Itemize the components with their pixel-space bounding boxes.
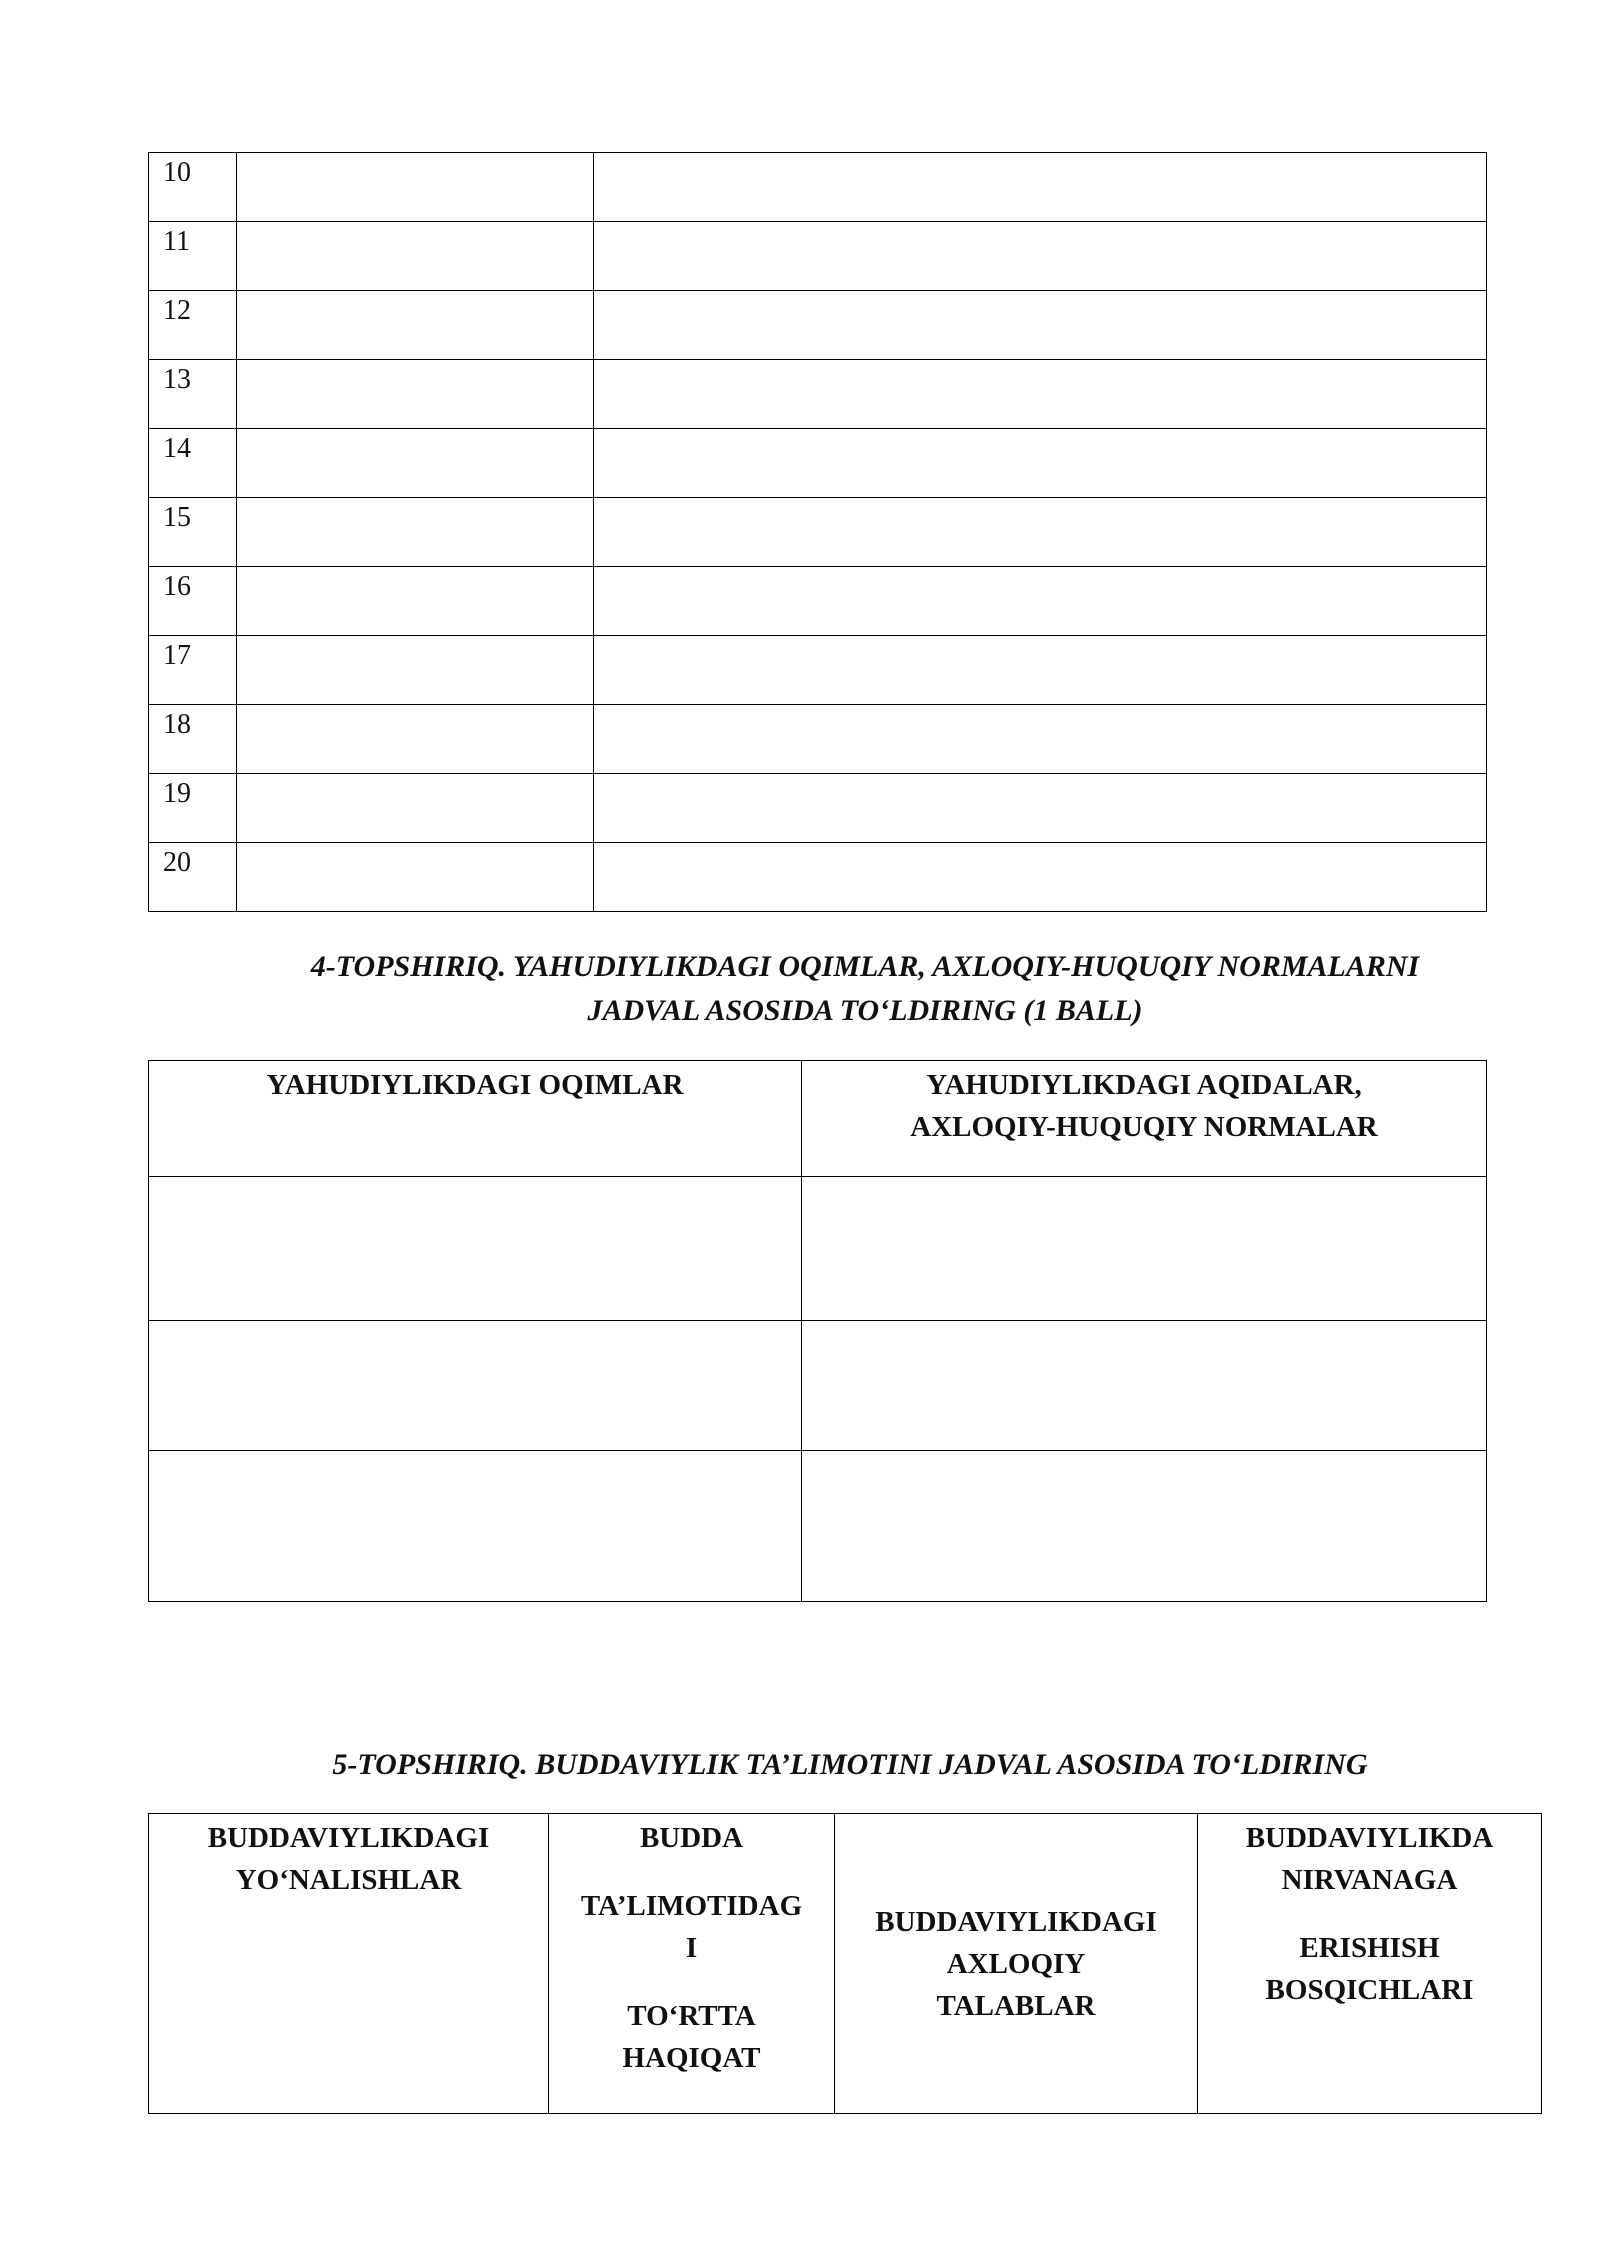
answer-cell[interactable] [594,222,1487,291]
table-row [149,429,1487,498]
judaism-answer-cell[interactable] [149,1451,802,1602]
judaism-answer-cell[interactable] [802,1451,1487,1602]
row-number: 11 [149,222,237,291]
buddhism-col2-line3: I [685,1932,698,1964]
answer-cell[interactable] [237,429,594,498]
answer-cell[interactable] [237,222,594,291]
judaism-answer-cell[interactable] [149,1321,802,1451]
row-number: 14 [149,429,237,498]
table-row [149,153,1487,222]
answer-cell[interactable] [237,153,594,222]
buddhism-col4-line2: NIRVANAGA [1281,1864,1458,1896]
answer-cell[interactable] [594,843,1487,912]
answer-cell[interactable] [594,705,1487,774]
answer-cell[interactable] [594,360,1487,429]
buddhism-col1-line2: YO‘NALISHLAR [235,1864,462,1896]
buddhism-col3-line3: TALABLAR [936,1989,1096,2022]
judaism-answer-cell[interactable] [802,1321,1487,1451]
buddhism-col4-header [1198,1814,1542,2114]
answer-cell[interactable] [594,291,1487,360]
buddhism-col4-line4: BOSQICHLARI [1265,1974,1474,2006]
table-row [149,567,1487,636]
buddhism-col4-line1: BUDDAVIYLIKDA [1245,1822,1494,1854]
table-row [149,774,1487,843]
row-number: 18 [149,705,237,774]
table-row [149,222,1487,291]
table-row [149,636,1487,705]
answer-cell[interactable] [594,429,1487,498]
answer-cell[interactable] [594,567,1487,636]
answer-cell[interactable] [237,705,594,774]
answer-cell[interactable] [594,774,1487,843]
answer-cell[interactable] [237,498,594,567]
answer-cell[interactable] [237,843,594,912]
row-number: 15 [149,498,237,567]
answer-cell[interactable] [594,498,1487,567]
judaism-answer-cell[interactable] [149,1177,802,1321]
row-number: 10 [149,153,237,222]
judaism-col2-header [802,1061,1487,1177]
table-row [149,498,1487,567]
buddhism-table [148,1813,1542,2114]
buddhism-col2-line5: HAQIQAT [622,2042,761,2074]
row-number: 12 [149,291,237,360]
answer-cell[interactable] [237,360,594,429]
buddhism-col2-header [549,1814,835,2114]
task5-title: 5-TOPSHIRIQ. BUDDAVIYLIK TA’LIMOTINI JADVAL ASOSIDA TO‘LDIRING [332,1748,1368,1781]
judaism-answer-cell[interactable] [802,1177,1487,1321]
judaism-table [148,1060,1487,1602]
buddhism-col2-line2: TA’LIMOTIDAG [580,1890,803,1922]
row-number: 19 [149,774,237,843]
buddhism-col2-line4: TO‘RTTA [627,2000,756,2032]
table-row [149,705,1487,774]
judaism-col1-header [149,1061,802,1177]
row-number: 13 [149,360,237,429]
buddhism-col1-line1: BUDDAVIYLIKDAGI [207,1822,490,1854]
table-row [149,843,1487,912]
numbered-answer-table [148,152,1487,912]
answer-cell[interactable] [237,291,594,360]
buddhism-col3-header [835,1814,1198,2114]
answer-cell[interactable] [594,153,1487,222]
task4-title-line1: 4-TOPSHIRIQ. YAHUDIYLIKDAGI OQIMLAR, AXLOQIY-HUQUQIY NORMALARNI [310,950,1420,983]
row-number: 17 [149,636,237,705]
buddhism-col3-line2: AXLOQIY [946,1947,1086,1980]
task4-title-line2: JADVAL ASOSIDA TO‘LDIRING (1 BALL) [587,994,1143,1027]
task4-title [200,945,1530,1033]
judaism-col2-header-line2: AXLOQIY-HUQUQIY NORMALAR [910,1111,1378,1143]
buddhism-col1-header [149,1814,549,2114]
buddhism-col4-line3: ERISHISH [1299,1932,1440,1964]
buddhism-col2-line1: BUDDA [639,1822,744,1854]
table-row [149,291,1487,360]
answer-cell[interactable] [237,636,594,705]
row-number: 16 [149,567,237,636]
answer-cell[interactable] [237,774,594,843]
judaism-col1-header-text: YAHUDIYLIKDAGI OQIMLAR [266,1069,684,1101]
answer-cell[interactable] [594,636,1487,705]
table-row [149,360,1487,429]
row-number: 20 [149,843,237,912]
buddhism-col3-line1: BUDDAVIYLIKDAGI [875,1905,1157,1938]
judaism-col2-header-line1: YAHUDIYLIKDAGI AQIDALAR, [926,1069,1362,1101]
answer-cell[interactable] [237,567,594,636]
